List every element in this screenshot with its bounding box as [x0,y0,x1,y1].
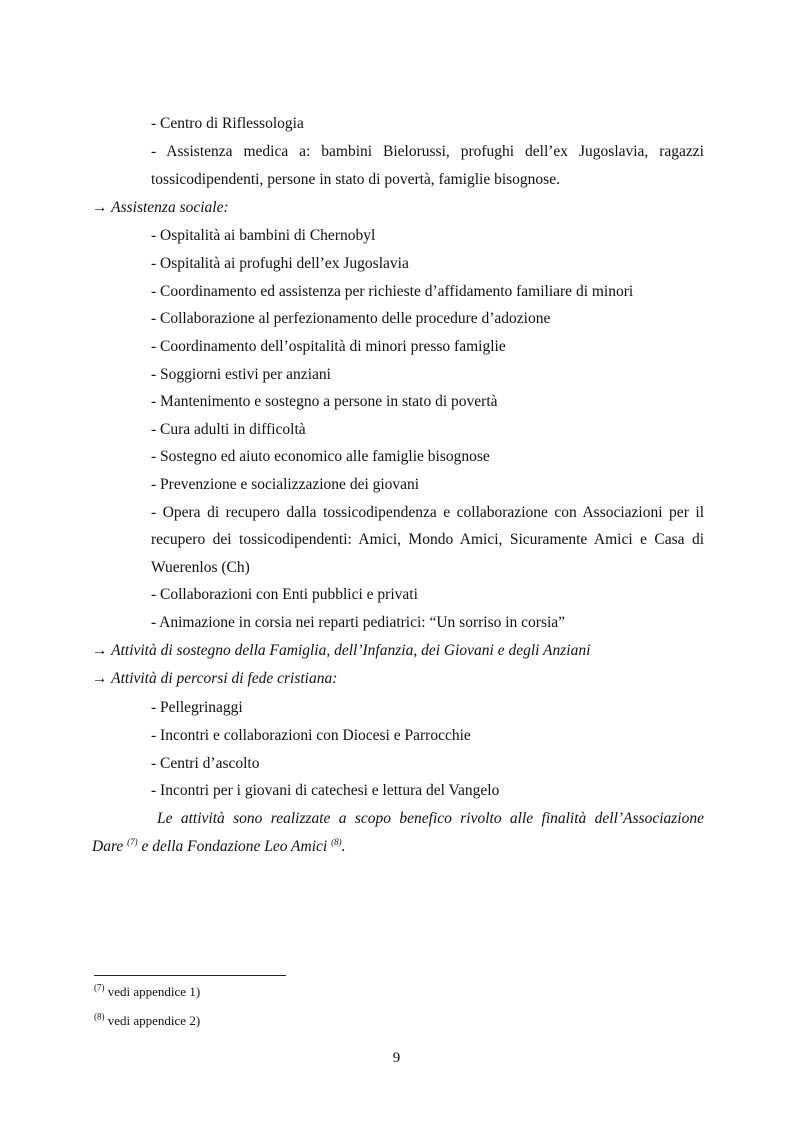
list-item: - Ospitalità ai profughi dell’ex Jugoslavia [151,255,409,272]
list-item: - Cura adulti in difficoltà [151,421,306,438]
list-item: - Coordinamento dell’ospitalità di minori presso famiglie [151,338,506,355]
section-title: Assistenza sociale: [111,199,229,216]
section-heading-family [92,641,590,661]
closing-text: e della Fondazione Leo Amici [141,838,328,855]
footnote-divider [94,975,286,976]
list-item: - Mantenimento e sostegno a persone in stato di povertà [151,393,498,410]
footnote-8 [94,1013,200,1029]
list-item: - Pellegrinaggi [151,699,243,716]
section-heading-social [92,198,229,218]
section-title: Attività di sostegno della Famiglia, dell’Infanzia, dei Giovani e degli Anziani [111,642,591,659]
list-item-continuation: tossicodipendenti, persone in stato di povertà, famiglie bisognose. [151,171,560,188]
list-item: - Collaborazioni con Enti pubblici e privati [151,586,418,603]
footnote-7 [94,984,200,1000]
list-item: - Incontri e collaborazioni con Diocesi e Parrocchie [151,727,471,744]
list-item: - Coordinamento ed assistenza per richieste d’affidamento familiare di minori [151,283,634,300]
list-item: - Prevenzione e socializzazione dei giovani [151,476,420,493]
list-item: - Ospitalità ai bambini di Chernobyl [151,227,376,244]
list-item: - Assistenza medica a: bambini Bielorussi, profughi dell’ex Jugoslavia, ragazzi [151,143,704,160]
arrow-right-icon: → [92,642,108,659]
list-item: - Incontri per i giovani di catechesi e lettura del Vangelo [151,782,500,799]
list-item: - Centri d’ascolto [151,755,260,772]
footnote-mark: (7) [94,982,105,993]
list-item: - Opera di recupero dalla tossicodipendenza e collaborazione con Associazioni per il [151,504,704,521]
list-item: - Soggiorni estivi per anziani [151,366,331,383]
closing-paragraph-line: Le attività sono realizzate a scopo benefico rivolto alle finalità dell’Associazione [157,810,704,827]
list-item: - Animazione in corsia nei reparti pediatrici: “Un sorriso in corsia” [151,614,566,631]
footnote-text: vedi appendice 1) [107,984,201,999]
list-item-continuation: Wuerenlos (Ch) [151,559,250,576]
list-item: - Centro di Riflessologia [151,115,304,132]
closing-paragraph-end [92,837,345,857]
footnote-ref-7: (7) [127,836,138,847]
footnote-ref-8: (8) [331,836,342,847]
arrow-right-icon: → [92,670,108,687]
closing-text: Dare [92,838,124,855]
arrow-right-icon: → [92,199,108,216]
section-title: Attività di percorsi di fede cristiana: [111,670,338,687]
footnote-text: vedi appendice 2) [107,1013,201,1028]
section-heading-faith [92,669,337,689]
footnote-mark: (8) [94,1011,105,1022]
list-item: - Collaborazione al perfezionamento delle procedure d’adozione [151,310,551,327]
closing-period: . [341,838,346,855]
page-number: 9 [392,1050,401,1066]
list-item: - Sostegno ed aiuto economico alle famiglie bisognose [151,448,490,465]
list-item-continuation: recupero dei tossicodipendenti: Amici, Mondo Amici, Sicuramente Amici e Casa di [151,531,704,548]
